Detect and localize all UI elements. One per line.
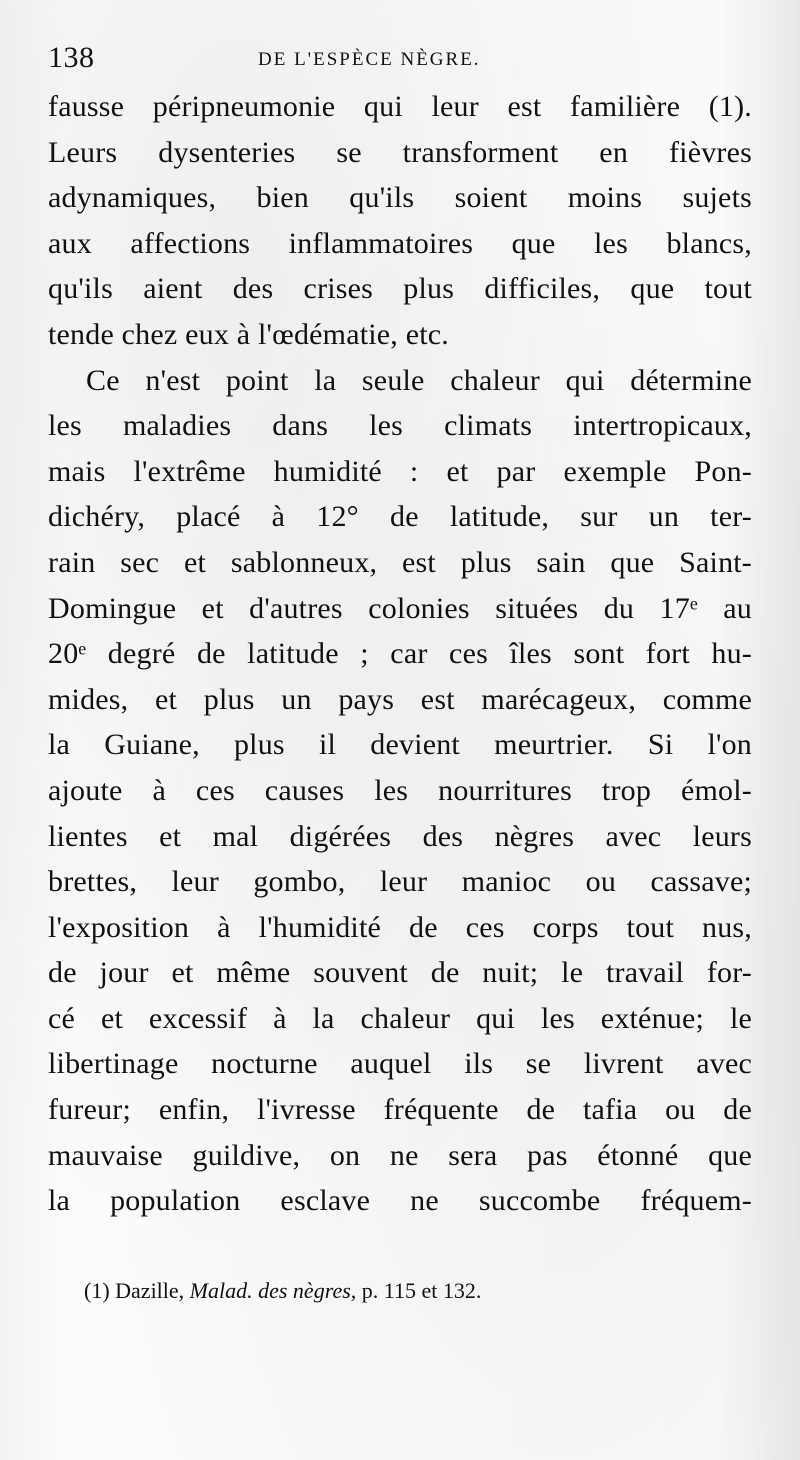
- body-text: [48, 84, 752, 1224]
- text-line: brettes, leur gombo, leur manioc ou cassave;: [48, 865, 752, 899]
- text-line: l'exposition à l'humidité de ces corps tout nus,: [48, 910, 752, 944]
- page-number: 138: [48, 41, 95, 74]
- text-line: Domingue et d'autres colonies situées du 17ᵉ au: [48, 591, 752, 625]
- page-header: [48, 38, 752, 78]
- text-line: rain sec et sablonneux, est plus sain que Saint-: [48, 545, 752, 579]
- text-line: les maladies dans les climats intertropicaux,: [48, 409, 752, 443]
- text-line: la population esclave ne succombe fréquem-: [48, 1184, 752, 1218]
- text-line: mais l'extrême humidité : et par exemple Pon-: [48, 454, 752, 488]
- text-line: qu'ils aient des crises plus difficiles, que tout: [48, 272, 752, 306]
- text-line: aux affections inflammatoires que les blancs,: [48, 226, 752, 260]
- text-line: libertinage nocturne auquel ils se livrent avec: [48, 1047, 752, 1081]
- text-line: fausse péripneumonie qui leur est familière (1).: [48, 90, 752, 123]
- text-line: Ce n'est point la seule chaleur qui détermine: [86, 363, 752, 397]
- text-line: mides, et plus un pays est marécageux, comme: [48, 682, 752, 716]
- running-head: DE L'ESPÈCE NÈGRE.: [258, 49, 481, 70]
- text-line: lientes et mal digérées des nègres avec leurs: [48, 819, 752, 853]
- footnote: [84, 1274, 684, 1308]
- text-line: tende chez eux à l'œdématie, etc.: [48, 317, 449, 351]
- text-line: cé et excessif à la chaleur qui les exténue; le: [48, 1001, 752, 1035]
- text-line: adynamiques, bien qu'ils soient moins sujets: [48, 181, 752, 215]
- text-line: 20ᵉ degré de latitude ; car ces îles sont fort hu-: [48, 637, 752, 671]
- footnote-pages: p. 115 et 132.: [356, 1278, 482, 1303]
- footnote-marker: (1) Dazille,: [84, 1278, 190, 1303]
- text-line: dichéry, placé à 12° de latitude, sur un ter-: [48, 500, 752, 534]
- text-line: mauvaise guildive, on ne sera pas étonné que: [48, 1138, 752, 1172]
- footnote-title: Malad. des nègres,: [189, 1278, 357, 1303]
- text-line: de jour et même souvent de nuit; le travail for-: [48, 956, 752, 990]
- text-line: ajoute à ces causes les nourritures trop émol-: [48, 773, 752, 807]
- text-line: Leurs dysenteries se transforment en fièvres: [48, 135, 752, 169]
- text-line: fureur; enfin, l'ivresse fréquente de tafia ou de: [48, 1093, 752, 1127]
- text-line: la Guiane, plus il devient meurtrier. Si l'on: [48, 728, 752, 762]
